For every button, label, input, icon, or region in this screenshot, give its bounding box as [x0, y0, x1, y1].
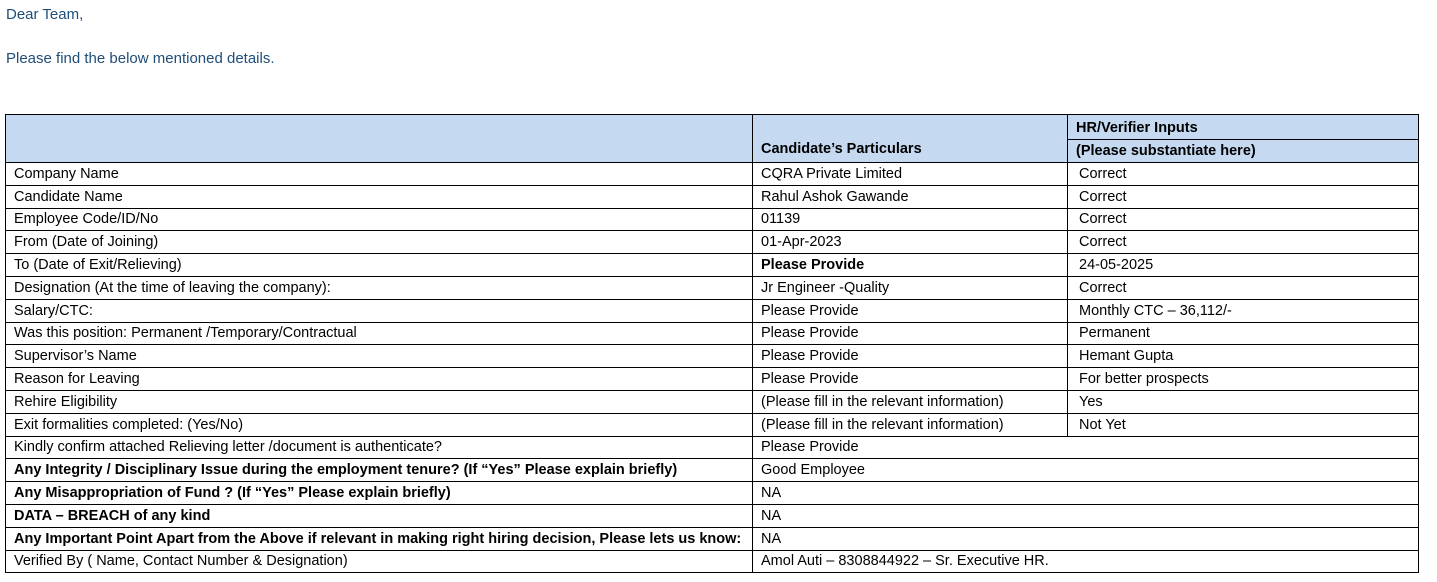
row-candidate-value: Good Employee: [753, 459, 1419, 482]
row-candidate-value: Please Provide: [753, 322, 1068, 345]
row-label: To (Date of Exit/Relieving): [6, 254, 753, 277]
row-candidate-value: Please Provide: [753, 254, 1068, 277]
table-header-row: [6, 115, 1419, 163]
row-label: DATA – BREACH of any kind: [6, 504, 753, 527]
row-label: Any Misappropriation of Fund ? (If “Yes” Please explain briefly): [6, 482, 753, 505]
row-candidate-value: Amol Auti – 8308844922 – Sr. Executive HR.: [753, 550, 1419, 573]
row-candidate-value: (Please fill in the relevant information): [753, 390, 1068, 413]
row-hr-value: Correct: [1068, 163, 1419, 186]
row-candidate-value: (Please fill in the relevant information): [753, 413, 1068, 436]
row-label: Salary/CTC:: [6, 299, 753, 322]
row-label: Reason for Leaving: [6, 368, 753, 391]
email-intro: Please find the below mentioned details.: [6, 50, 275, 67]
table-row: [6, 459, 1419, 482]
row-candidate-value: NA: [753, 482, 1419, 505]
row-label: Kindly confirm attached Relieving letter /document is authenticate?: [6, 436, 753, 459]
row-label: Was this position: Permanent /Temporary/Contractual: [6, 322, 753, 345]
row-candidate-value: Please Provide: [753, 345, 1068, 368]
row-label: From (Date of Joining): [6, 231, 753, 254]
row-label: Company Name: [6, 163, 753, 186]
row-hr-value: Monthly CTC – 36,112/-: [1068, 299, 1419, 322]
row-hr-value: 24-05-2025: [1068, 254, 1419, 277]
row-label: Any Important Point Apart from the Above if relevant in making right hiring decision, Please lets us know:: [6, 527, 753, 550]
row-hr-value: Not Yet: [1068, 413, 1419, 436]
row-label: Exit formalities completed: (Yes/No): [6, 413, 753, 436]
row-hr-value: Correct: [1068, 231, 1419, 254]
row-hr-value: For better prospects: [1068, 368, 1419, 391]
table-row: [6, 322, 1419, 345]
row-label: Supervisor’s Name: [6, 345, 753, 368]
header-hr-subtitle: (Please substantiate here): [1068, 139, 1418, 162]
table-row: [6, 436, 1419, 459]
row-candidate-value: 01-Apr-2023: [753, 231, 1068, 254]
table-row: [6, 413, 1419, 436]
table-row: [6, 299, 1419, 322]
row-hr-value: Correct: [1068, 185, 1419, 208]
table-row: [6, 345, 1419, 368]
header-hr-verifier-inputs: [1068, 115, 1419, 163]
row-label: Any Integrity / Disciplinary Issue during the employment tenure? (If “Yes” Please explain briefly): [6, 459, 753, 482]
table-row: [6, 276, 1419, 299]
table-row: [6, 368, 1419, 391]
table-row: [6, 390, 1419, 413]
row-candidate-value: Please Provide: [753, 368, 1068, 391]
row-label: Employee Code/ID/No: [6, 208, 753, 231]
header-candidate-particulars: Candidate’s Particulars: [753, 115, 1068, 163]
row-label: Designation (At the time of leaving the company):: [6, 276, 753, 299]
row-hr-value: Hemant Gupta: [1068, 345, 1419, 368]
row-hr-value: Permanent: [1068, 322, 1419, 345]
table-row: [6, 208, 1419, 231]
row-label: Verified By ( Name, Contact Number & Designation): [6, 550, 753, 573]
row-label: Rehire Eligibility: [6, 390, 753, 413]
row-candidate-value: Please Provide: [753, 436, 1419, 459]
table-row: [6, 504, 1419, 527]
row-label: Candidate Name: [6, 185, 753, 208]
row-candidate-value: 01139: [753, 208, 1068, 231]
header-field-column: [6, 115, 753, 163]
verification-details-table: [5, 114, 1419, 573]
row-candidate-value: CQRA Private Limited: [753, 163, 1068, 186]
row-hr-value: Correct: [1068, 208, 1419, 231]
table-row: [6, 185, 1419, 208]
table-row: [6, 254, 1419, 277]
table-row: [6, 527, 1419, 550]
header-hr-title: HR/Verifier Inputs: [1076, 120, 1198, 136]
row-candidate-value: Rahul Ashok Gawande: [753, 185, 1068, 208]
row-hr-value: Yes: [1068, 390, 1419, 413]
row-candidate-value: NA: [753, 527, 1419, 550]
row-candidate-value: NA: [753, 504, 1419, 527]
row-candidate-value: Jr Engineer -Quality: [753, 276, 1068, 299]
table-row: [6, 231, 1419, 254]
row-hr-value: Correct: [1068, 276, 1419, 299]
table-row: [6, 163, 1419, 186]
row-candidate-value: Please Provide: [753, 299, 1068, 322]
email-greeting: Dear Team,: [6, 6, 84, 23]
table-row: [6, 482, 1419, 505]
table-row: [6, 550, 1419, 573]
